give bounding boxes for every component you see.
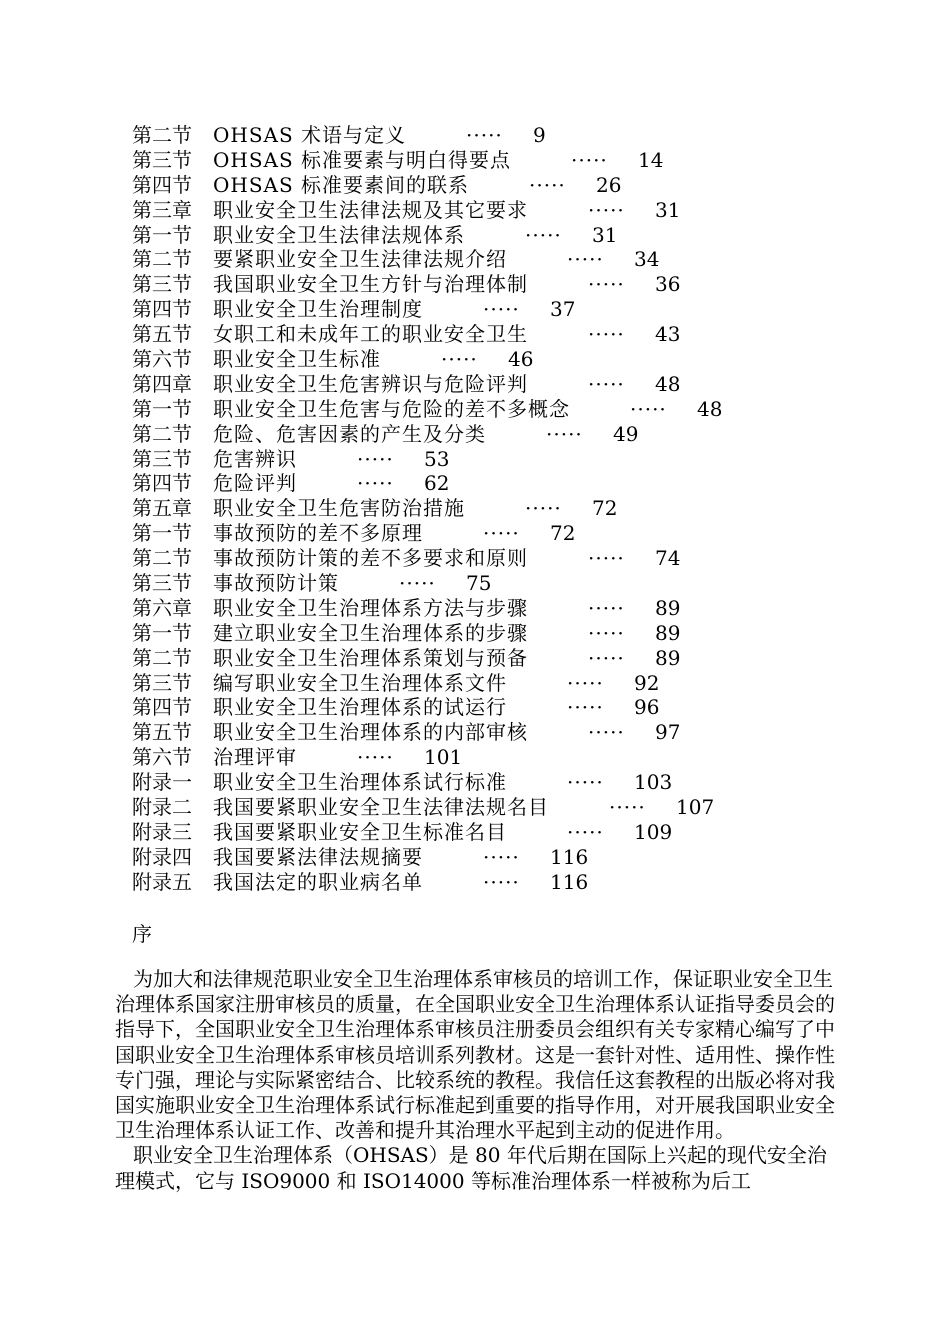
toc-entry-prefix: 第六节 bbox=[132, 347, 192, 372]
toc-entry bbox=[132, 198, 852, 223]
toc-entry-leader: ····· bbox=[483, 869, 520, 894]
toc-entry-page-number: 9 bbox=[533, 123, 546, 147]
toc-entry-title: 我国要紧职业安全卫生法律法规名目 bbox=[213, 795, 549, 820]
toc-entry-leader: ····· bbox=[441, 347, 478, 372]
toc-entry bbox=[132, 322, 852, 347]
toc-entry-title: 职业安全卫生危害防治措施 bbox=[213, 496, 465, 521]
toc-entry bbox=[132, 471, 852, 496]
toc-entry-prefix: 第五节 bbox=[132, 322, 192, 347]
toc-entry bbox=[132, 173, 852, 198]
toc-entry-leader: ····· bbox=[567, 770, 604, 795]
toc-entry-prefix: 第四节 bbox=[132, 471, 192, 496]
toc-entry-leader: ····· bbox=[567, 247, 604, 272]
toc-entry-leader: ····· bbox=[630, 396, 667, 421]
toc-entry-prefix: 第四节 bbox=[132, 297, 192, 322]
toc-entry-title: 治理评审 bbox=[213, 745, 297, 770]
preface-paragraph-2: 职业安全卫生治理体系（OHSAS）是 80 年代后期在国际上兴起的现代安全治理模式，它与 ISO9000 和 ISO14000 等标准治理体系一样被称为后工 bbox=[115, 1143, 827, 1193]
toc-entry-prefix: 第四节 bbox=[132, 695, 192, 720]
toc-entry-page-number: 49 bbox=[613, 421, 639, 446]
toc-entry-page-number: 31 bbox=[655, 197, 681, 222]
toc-entry-prefix: 附录一 bbox=[132, 770, 192, 795]
toc-entry-page-number: 97 bbox=[655, 720, 681, 745]
toc-entry-leader: ····· bbox=[357, 745, 394, 770]
toc-entry bbox=[132, 272, 852, 297]
toc-entry-leader: ····· bbox=[525, 222, 562, 247]
toc-entry-leader: ····· bbox=[466, 123, 503, 147]
toc-entry-page-number: 36 bbox=[655, 272, 681, 297]
toc-entry-leader: ····· bbox=[567, 670, 604, 695]
toc-entry bbox=[132, 223, 852, 248]
toc-entry bbox=[132, 372, 852, 397]
toc-entry bbox=[132, 347, 852, 372]
toc-entry bbox=[132, 123, 852, 148]
toc-entry-leader: ····· bbox=[567, 695, 604, 720]
toc-entry bbox=[132, 695, 852, 720]
toc-entry-page-number: 74 bbox=[655, 546, 681, 571]
toc-entry-page-number: 109 bbox=[634, 819, 673, 844]
toc-entry bbox=[132, 596, 852, 621]
toc-entry-leader: ····· bbox=[609, 795, 646, 820]
toc-entry-leader: ····· bbox=[588, 197, 625, 222]
toc-entry-leader: ····· bbox=[483, 297, 520, 322]
toc-entry-leader: ····· bbox=[567, 819, 604, 844]
toc-entry-title: 职业安全卫生治理制度 bbox=[213, 297, 423, 322]
toc-entry bbox=[132, 845, 852, 870]
toc-entry bbox=[132, 521, 852, 546]
toc-entry-prefix: 第二节 bbox=[132, 645, 192, 670]
toc-entry-title: 编写职业安全卫生治理体系文件 bbox=[213, 670, 507, 695]
toc-entry bbox=[132, 770, 852, 795]
toc-entry-title: 危险评判 bbox=[213, 471, 297, 496]
toc-entry bbox=[132, 571, 852, 596]
toc-entry-leader: ····· bbox=[357, 471, 394, 496]
toc-entry bbox=[132, 820, 852, 845]
toc-entry bbox=[132, 671, 852, 696]
toc-entry-title: 我国法定的职业病名单 bbox=[213, 869, 423, 894]
toc-entry bbox=[132, 546, 852, 571]
toc-entry-page-number: 72 bbox=[550, 521, 576, 546]
toc-entry-page-number: 103 bbox=[634, 770, 673, 795]
toc-entry-prefix: 第三章 bbox=[132, 197, 192, 222]
toc-entry-leader: ····· bbox=[588, 546, 625, 571]
toc-entry-prefix: 附录五 bbox=[132, 869, 192, 894]
toc-entry-page-number: 107 bbox=[676, 795, 715, 820]
toc-entry-title: 我国要紧职业安全卫生标准名目 bbox=[213, 819, 507, 844]
toc-entry bbox=[132, 496, 852, 521]
toc-entry-title: 我国职业安全卫生方针与治理体制 bbox=[213, 272, 528, 297]
toc-entry-title: 危害辨识 bbox=[213, 446, 297, 471]
toc-entry-title: 职业安全卫生治理体系策划与预备 bbox=[213, 645, 528, 670]
toc-entry-title: 建立职业安全卫生治理体系的步骤 bbox=[213, 620, 528, 645]
toc-entry-page-number: 62 bbox=[424, 471, 450, 496]
toc-entry-leader: ····· bbox=[588, 272, 625, 297]
toc-entry-prefix: 第四节 bbox=[132, 172, 192, 197]
toc-entry-prefix: 第五章 bbox=[132, 496, 192, 521]
toc-entry-prefix: 第三节 bbox=[132, 571, 192, 596]
toc-entry-prefix: 第一节 bbox=[132, 620, 192, 645]
toc-entry-prefix: 第五节 bbox=[132, 720, 192, 745]
toc-entry-page-number: 26 bbox=[596, 172, 622, 197]
toc-entry-leader: ····· bbox=[588, 371, 625, 396]
toc-entry-page-number: 34 bbox=[634, 247, 660, 272]
preface-paragraph-1: 为加大和法律规范职业安全卫生治理体系审核员的培训工作，保证职业安全卫生治理体系国家注册审核员的质量，在全国职业安全卫生治理体系认证指导委员会的指导下，全国职业安全卫生治理体系审核员注册委员会组织有关专家精心编写了中国职业安全卫生治理体系审核员培训系列教材。这是一套针对性、适用性、操作性专门强，理论与实际紧密结合、比较系统的教程。我信任这套教程的出版必将对我国实施职业安全卫生治理体系试行标准起到重要的指导作用，对开展我国职业安全卫生治理体系认证工作、改善和提升其治理水平起到主动的促进作用。 bbox=[115, 967, 835, 1143]
toc-entry-page-number: 89 bbox=[655, 645, 681, 670]
toc-entry-page-number: 75 bbox=[466, 571, 492, 596]
toc-entry-prefix: 第三节 bbox=[132, 272, 192, 297]
toc-entry-leader: ····· bbox=[588, 720, 625, 745]
toc-entry-leader: ····· bbox=[588, 620, 625, 645]
toc-entry-leader: ····· bbox=[525, 496, 562, 521]
toc-entry bbox=[132, 720, 852, 745]
preface-body bbox=[115, 967, 840, 1194]
toc-entry-title: OHSAS 术语与定义 bbox=[213, 123, 407, 147]
toc-entry-title: 事故预防的差不多原理 bbox=[213, 521, 423, 546]
toc-entry-title: 我国要紧法律法规摘要 bbox=[213, 844, 423, 869]
toc-entry-page-number: 116 bbox=[550, 869, 589, 894]
toc-entry-page-number: 89 bbox=[655, 620, 681, 645]
toc-entry-prefix: 第六章 bbox=[132, 595, 192, 620]
toc-entry-title: 要紧职业安全卫生法律法规介绍 bbox=[213, 247, 507, 272]
toc-entry-page-number: 48 bbox=[697, 396, 723, 421]
toc-entry-prefix: 第一节 bbox=[132, 396, 192, 421]
toc-entry-page-number: 14 bbox=[638, 147, 664, 172]
toc-entry-prefix: 第三节 bbox=[132, 670, 192, 695]
toc-entry-prefix: 第二节 bbox=[132, 123, 192, 147]
toc-entry-prefix: 第四章 bbox=[132, 371, 192, 396]
toc-entry-page-number: 48 bbox=[655, 371, 681, 396]
toc-entry-leader: ····· bbox=[571, 147, 608, 172]
toc-entry-prefix: 附录四 bbox=[132, 844, 192, 869]
toc-entry-prefix: 附录二 bbox=[132, 795, 192, 820]
toc-entry-page-number: 116 bbox=[550, 844, 589, 869]
toc-entry-page-number: 31 bbox=[592, 222, 618, 247]
toc-entry bbox=[132, 148, 852, 173]
toc-entry bbox=[132, 297, 852, 322]
toc-entry-leader: ····· bbox=[483, 521, 520, 546]
toc-entry bbox=[132, 870, 852, 895]
toc-entry-title: 事故预防计策的差不多要求和原则 bbox=[213, 546, 528, 571]
toc-entry-page-number: 72 bbox=[592, 496, 618, 521]
toc-entry-title: 职业安全卫生治理体系的内部审核 bbox=[213, 720, 528, 745]
toc-entry-leader: ····· bbox=[588, 595, 625, 620]
toc-entry-leader: ····· bbox=[357, 446, 394, 471]
toc-entry-leader: ····· bbox=[588, 322, 625, 347]
toc-entry bbox=[132, 621, 852, 646]
toc-entry-page-number: 101 bbox=[424, 745, 463, 770]
toc-entry-leader: ····· bbox=[483, 844, 520, 869]
toc-entry-title: OHSAS 标准要素间的联系 bbox=[213, 172, 470, 197]
toc-entry-prefix: 第一节 bbox=[132, 222, 192, 247]
toc-entry bbox=[132, 646, 852, 671]
toc-entry-page-number: 46 bbox=[508, 347, 534, 372]
toc-entry-title: 职业安全卫生标准 bbox=[213, 347, 381, 372]
toc-entry-page-number: 89 bbox=[655, 595, 681, 620]
preface-heading: 序 bbox=[132, 922, 152, 946]
toc-entry-page-number: 96 bbox=[634, 695, 660, 720]
toc-entry-title: 职业安全卫生治理体系方法与步骤 bbox=[213, 595, 528, 620]
toc-entry bbox=[132, 422, 852, 447]
toc-entry-prefix: 第三节 bbox=[132, 446, 192, 471]
toc-entry bbox=[132, 447, 852, 472]
toc-entry-leader: ····· bbox=[588, 645, 625, 670]
toc-entry-title: 事故预防计策 bbox=[213, 571, 339, 596]
toc-entry-prefix: 第三节 bbox=[132, 147, 192, 172]
toc-entry-title: 职业安全卫生治理体系试行标准 bbox=[213, 770, 507, 795]
toc-entry-page-number: 92 bbox=[634, 670, 660, 695]
toc-entry bbox=[132, 397, 852, 422]
toc-entry-page-number: 53 bbox=[424, 446, 450, 471]
toc-entry-title: 职业安全卫生法律法规及其它要求 bbox=[213, 197, 528, 222]
toc-entry bbox=[132, 745, 852, 770]
toc-entry bbox=[132, 247, 852, 272]
toc-entry-page-number: 43 bbox=[655, 322, 681, 347]
toc-entry-prefix: 第二节 bbox=[132, 546, 192, 571]
toc-entry-prefix: 第二节 bbox=[132, 247, 192, 272]
toc-entry-page-number: 37 bbox=[550, 297, 576, 322]
toc-entry-prefix: 第一节 bbox=[132, 521, 192, 546]
toc-entry-title: 危险、危害因素的产生及分类 bbox=[213, 421, 486, 446]
toc-entry-title: 职业安全卫生危害与危险的差不多概念 bbox=[213, 396, 570, 421]
toc-entry-title: 职业安全卫生危害辨识与危险评判 bbox=[213, 371, 528, 396]
toc-entry-prefix: 第六节 bbox=[132, 745, 192, 770]
toc-entry-leader: ····· bbox=[399, 571, 436, 596]
toc-entry-title: 女职工和未成年工的职业安全卫生 bbox=[213, 322, 528, 347]
toc-entry-prefix: 第二节 bbox=[132, 421, 192, 446]
toc-entry-leader: ····· bbox=[546, 421, 583, 446]
toc-entry-title: OHSAS 标准要素与明白得要点 bbox=[213, 147, 512, 172]
toc-entry bbox=[132, 795, 852, 820]
toc-entry-title: 职业安全卫生治理体系的试运行 bbox=[213, 695, 507, 720]
table-of-contents bbox=[132, 123, 852, 895]
toc-entry-title: 职业安全卫生法律法规体系 bbox=[213, 222, 465, 247]
toc-entry-leader: ····· bbox=[529, 172, 566, 197]
toc-entry-prefix: 附录三 bbox=[132, 819, 192, 844]
